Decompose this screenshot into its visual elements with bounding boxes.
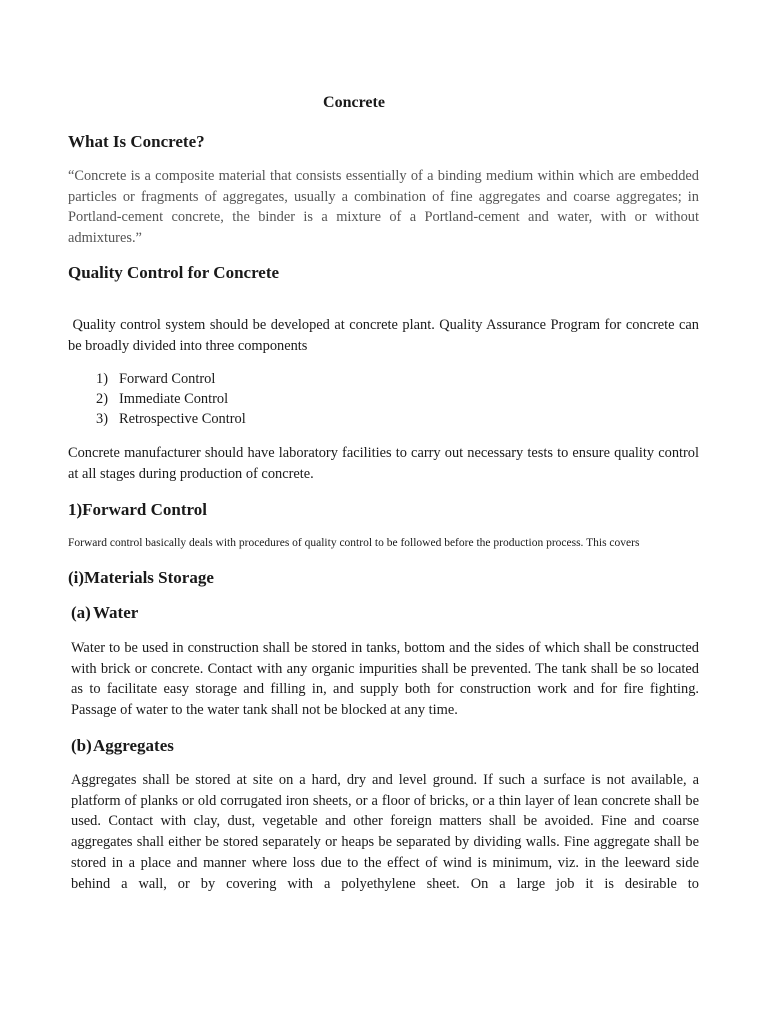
list-item: 3) Retrospective Control — [96, 411, 246, 428]
aggregates-paragraph: Aggregates shall be stored at site on a hard, dry and level ground. If such a surface is not available, a platform of planks or old corrugated iron sheets, or a floor of bricks, or a thin layer of lean concrete shall be used. Contact with clay, dust, vegetable and other foreign matters shall be avoided. Fine and coarse aggregates shall either be stored separately or heaps be separated by dividing walls. Fine aggregate shall be stored in a place and manner where loss due to the effect of wind is minimum, viz. in the leeward side behind a wall, or by covering with a polyethylene sheet. On a large job it is desirable to — [71, 772, 699, 892]
components-list — [96, 369, 246, 430]
forward-control-heading: 1)Forward Control — [68, 500, 207, 519]
water-paragraph: Water to be used in construction shall be stored in tanks, bottom and the sides of which shall be constructed with brick or concrete. Contact with any organic impurities shall be prevented. The tank shall be so located as to facilitate easy storage and filling in, and supply both for construction work and for fire fighting. Passage of water to the water tank shall not be blocked at any time. — [71, 640, 699, 719]
materials-storage-heading: (i)Materials Storage — [68, 568, 214, 587]
quality-control-intro-paragraph: Quality control system should be developed at concrete plant. Quality Assurance Program for concrete can be broadly divided into three components — [68, 317, 703, 354]
forward-control-text: Forward control basically deals with procedures of quality control to be followed before the production process. This covers — [68, 537, 640, 549]
concrete-definition-paragraph: “Concrete is a composite material that consists essentially of a binding medium within which are embedded particles or fragments of aggregates, usually a combination of fine aggregates and coarse aggregates; in Portland-cement concrete, the binder is a mixture of a Portland-cement and water, with or without admixtures.” — [68, 168, 699, 246]
laboratory-paragraph: Concrete manufacturer should have laboratory facilities to carry out necessary tests to ensure quality control at all stages during production of concrete. — [68, 445, 699, 482]
list-item: 2) Immediate Control — [96, 391, 229, 408]
aggregates-heading: (b)Aggregates — [71, 736, 174, 755]
what-is-concrete-heading: What Is Concrete? — [68, 132, 205, 151]
water-heading: (a) Water — [71, 603, 139, 622]
quality-control-heading: Quality Control for Concrete — [68, 263, 280, 282]
document-title: Concrete — [323, 94, 385, 111]
list-item: 1) Forward Control — [96, 371, 216, 387]
